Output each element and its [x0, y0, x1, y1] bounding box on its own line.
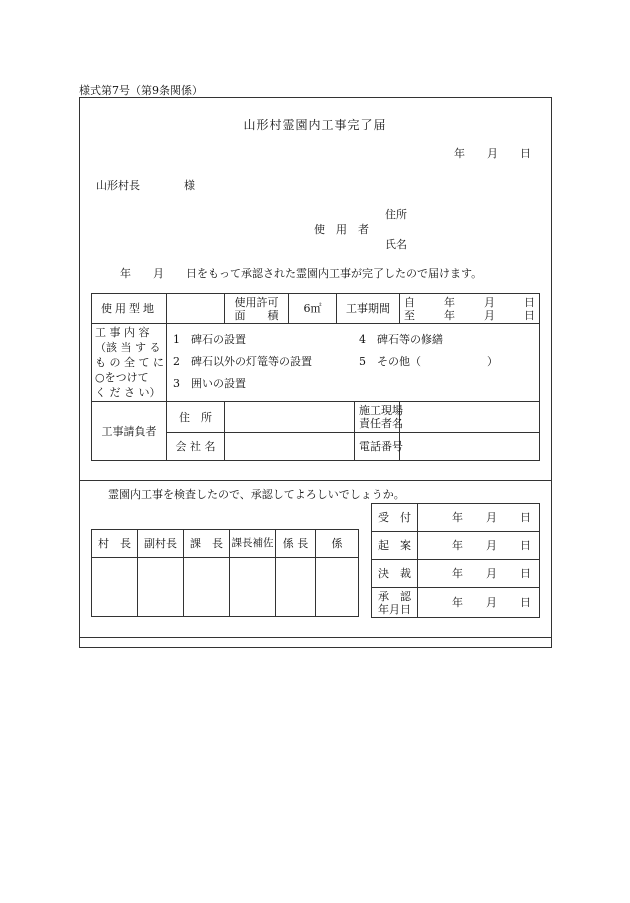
period-label: 工事期間 — [337, 294, 400, 324]
section-divider — [79, 480, 552, 481]
contractor-label: 工事請負者 — [92, 402, 167, 461]
step-label-approved: 承 認 年月日 — [372, 588, 418, 618]
contractor-address-value[interactable] — [225, 402, 355, 433]
statement: 年 月 日をもって承認された霊園内工事が完了したので届けます。 — [120, 267, 483, 280]
official-seal-box[interactable] — [184, 558, 230, 617]
contractor-address-label: 住 所 — [167, 402, 225, 433]
period-dates[interactable] — [400, 294, 540, 324]
permit-area-label: 使用許可 面 積 — [225, 294, 289, 324]
submission-date: 年 月 日 — [454, 147, 531, 160]
site-value[interactable] — [167, 294, 225, 324]
area-value: 6㎡ — [289, 294, 337, 324]
step-label-received: 受 付 — [372, 504, 418, 532]
official-label: 課 長 — [184, 530, 230, 558]
form-title: 山形村霊園内工事完了届 — [243, 118, 387, 132]
step-label-decided: 決 裁 — [372, 560, 418, 588]
official-seal-box[interactable] — [92, 558, 138, 617]
step-date-received[interactable]: 年 月 日 — [418, 504, 540, 532]
officials-table — [91, 529, 359, 617]
content-item-2[interactable]: 2 碑石以外の灯篭等の設置 — [173, 354, 312, 368]
content-item-4[interactable]: 4 碑石等の修繕 — [359, 332, 443, 346]
applicant-name-label: 氏名 — [385, 238, 407, 251]
approval-steps-table — [371, 503, 540, 618]
period-to-row: 至 年 月 日 — [404, 308, 535, 322]
official-label: 村 長 — [92, 530, 138, 558]
official-seal-box[interactable] — [230, 558, 276, 617]
content-items — [167, 324, 540, 402]
site-label: 使用型地 — [92, 294, 167, 324]
content-item-1[interactable]: 1 碑石の設置 — [173, 332, 246, 346]
phone-value[interactable] — [400, 433, 540, 461]
construction-info-table — [91, 293, 540, 461]
step-label-drafted: 起 案 — [372, 532, 418, 560]
content-item-3[interactable]: 3 囲いの設置 — [173, 376, 246, 390]
approval-question: 霊園内工事を検査したので、承認してよろしいでしょうか。 — [108, 488, 405, 501]
official-label: 係 長 — [276, 530, 316, 558]
company-value[interactable] — [225, 433, 355, 461]
official-seal-box[interactable] — [316, 558, 359, 617]
step-date-decided[interactable]: 年 月 日 — [418, 560, 540, 588]
content-item-5[interactable]: 5 その他（ ） — [359, 354, 498, 368]
addressee: 山形村長 様 — [96, 179, 195, 192]
step-date-approved[interactable]: 年 月 日 — [418, 588, 540, 618]
supervisor-value[interactable] — [400, 402, 540, 433]
phone-label: 電話番号 — [355, 433, 400, 461]
official-seal-box[interactable] — [276, 558, 316, 617]
official-label: 副村長 — [138, 530, 184, 558]
official-seal-box[interactable] — [138, 558, 184, 617]
step-date-drafted[interactable]: 年 月 日 — [418, 532, 540, 560]
official-label: 係 — [316, 530, 359, 558]
applicant-address-label: 住所 — [385, 208, 407, 221]
content-label: 工 事 内 容 （該 当 す る も の 全 て に ○をつけて く だ さ い） — [92, 324, 167, 402]
supervisor-label: 施工現場 責任者名 — [355, 402, 400, 433]
applicant-role-label: 使 用 者 — [314, 223, 369, 236]
form-number: 様式第7号（第9条関係） — [79, 84, 203, 97]
period-from-row: 自 年 月 日 — [404, 295, 535, 309]
official-label: 課長補佐 — [230, 530, 276, 558]
company-label: 会 社 名 — [167, 433, 225, 461]
bottom-divider — [79, 637, 552, 638]
